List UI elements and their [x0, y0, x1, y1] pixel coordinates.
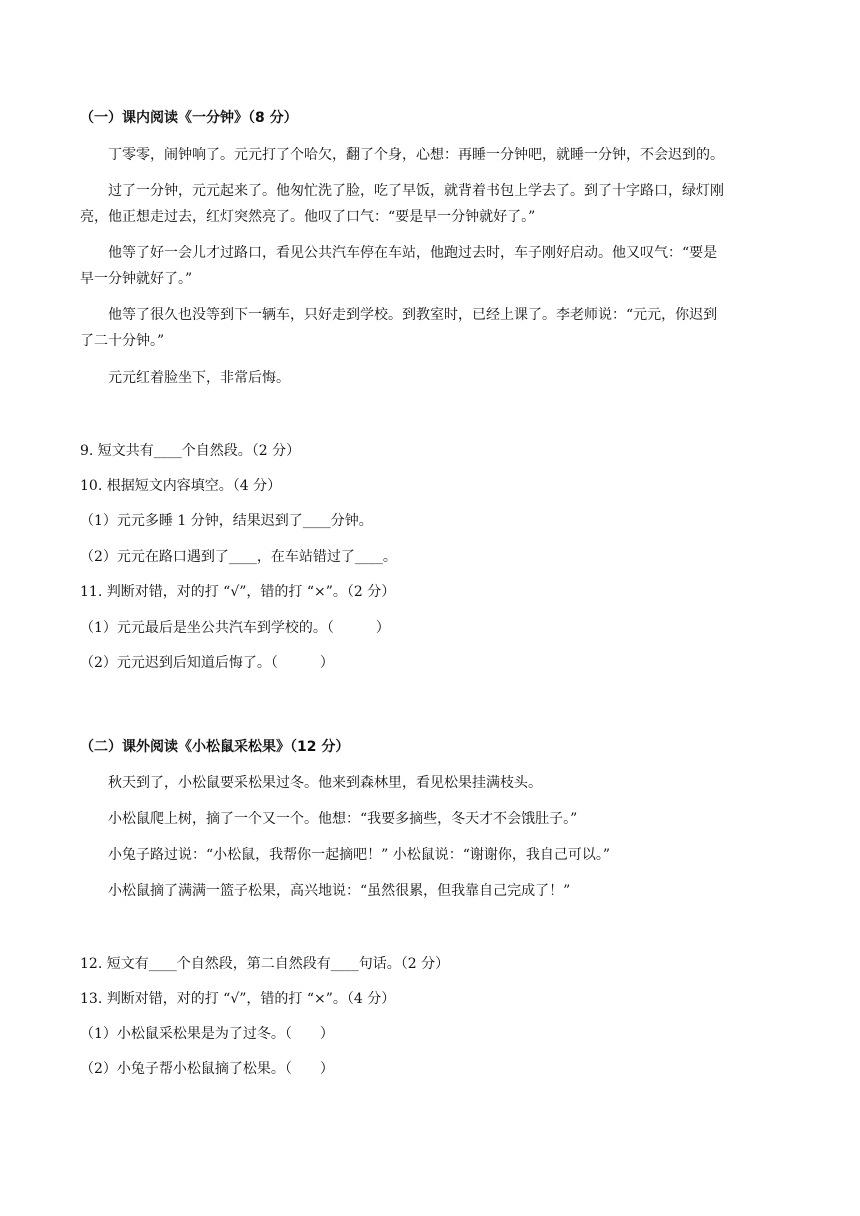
question-10: 10. 根据短文内容填空。（4 分） [80, 478, 282, 494]
section1-paragraph-3: 他等了好一会儿才过路口，看见公共汽车停在车站，他跑过去时，车子刚好启动。他又叹气：“要是 [108, 245, 718, 261]
section1-heading: （一）课内阅读《一分钟》（8 分） [80, 110, 298, 126]
question-13: 13. 判断对错，对的打 “√”，错的打 “×”。（4 分） [80, 991, 396, 1007]
section1-paragraph-2: 过了一分钟，元元起来了。他匆忙洗了脸，吃了早饭，就背着书包上学去了。到了十字路口，绿灯刚 [108, 183, 724, 199]
section2-heading: （二）课外阅读《小松鼠采松果》（12 分） [80, 739, 350, 755]
question-11: 11. 判断对错，对的打 “√”，错的打 “×”。（2 分） [80, 584, 396, 600]
section1-paragraph-4-cont: 了二十分钟。” [80, 333, 165, 349]
section2-paragraph-2: 小松鼠爬上树，摘了一个又一个。他想：“我要多摘些，冬天才不会饿肚子。” [108, 811, 578, 827]
section2-paragraph-1: 秋天到了，小松鼠要采松果过冬。他来到森林里，看见松果挂满枝头。 [108, 775, 542, 791]
section1-paragraph-1: 丁零零，闹钟响了。元元打了个哈欠，翻了个身，心想：再睡一分钟吧，就睡一分钟，不会迟到的。 [108, 147, 724, 163]
section1-paragraph-4: 他等了很久也没等到下一辆车，只好走到学校。到教室时，已经上课了。李老师说：“元元，你迟到 [108, 307, 718, 323]
question-9: 9. 短文共有____个自然段。（2 分） [80, 443, 301, 459]
question-13-1: （1）小松鼠采松果是为了过冬。（ ） [80, 1026, 334, 1042]
question-11-1: （1）元元最后是坐公共汽车到学校的。（ ） [80, 620, 390, 636]
question-10-2: （2）元元在路口遇到了____，在车站错过了____。 [80, 549, 397, 565]
question-11-2: （2）元元迟到后知道后悔了。（ ） [80, 655, 334, 671]
question-10-1: （1）元元多睡 1 分钟，结果迟到了____分钟。 [80, 513, 373, 529]
question-13-2: （2）小兔子帮小松鼠摘了松果。（ ） [80, 1061, 334, 1077]
section1-paragraph-3-cont: 早一分钟就好了。” [80, 271, 193, 287]
section1-paragraph-2-cont: 亮，他正想走过去，红灯突然亮了。他叹了口气：“要是早一分钟就好了。” [80, 209, 536, 225]
question-12: 12. 短文有____个自然段，第二自然段有____句话。（2 分） [80, 956, 450, 972]
section2-paragraph-3: 小兔子路过说：“小松鼠，我帮你一起摘吧！” 小松鼠说：“谢谢你，我自己可以。” [108, 847, 611, 863]
section1-paragraph-5: 元元红着脸坐下，非常后悔。 [108, 370, 290, 386]
section2-paragraph-4: 小松鼠摘了满满一篮子松果，高兴地说：“虽然很累，但我靠自己完成了！” [108, 883, 571, 899]
